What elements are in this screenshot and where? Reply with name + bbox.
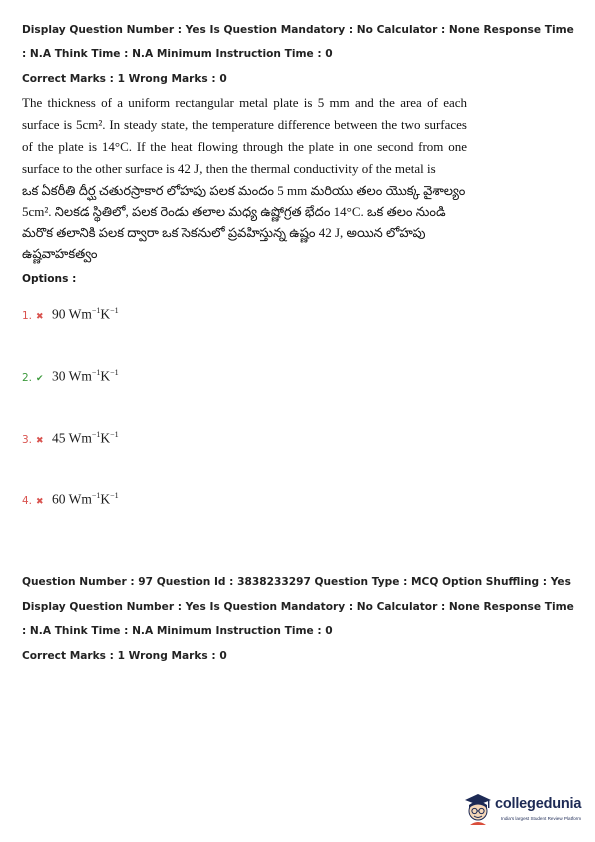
option-4[interactable] xyxy=(22,491,119,508)
option-value: 90 $Wm^{-1}K^{-1}$ xyxy=(52,306,119,322)
cross-icon: ✖ xyxy=(36,434,44,445)
options-heading: Options : xyxy=(22,273,77,285)
logo-tagline: India's largest Student Review Platform xyxy=(501,816,582,821)
next-meta-line-times: : N.A Think Time : N.A Minimum Instruction Time : 0 xyxy=(22,625,333,637)
option-number: 2. xyxy=(22,371,33,384)
question-text-english: The thickness of a uniform rectangular metal plate is 5 mm and the area of each surface is 5cm². In steady state, the temperature difference between the two surfaces of the plate is 14°C. If the heat flowing through the plate in one second from one surface to the other surface is 42 J, then the thermal conductivity of the metal is xyxy=(22,95,467,176)
option-3[interactable] xyxy=(22,430,119,447)
next-marks-line: Correct Marks : 1 Wrong Marks : 0 xyxy=(22,650,227,662)
cross-icon: ✖ xyxy=(36,310,44,321)
marks-line: Correct Marks : 1 Wrong Marks : 0 xyxy=(22,73,227,85)
next-question-id-line: Question Number : 97 Question Id : 3838233297 Question Type : MCQ Option Shuffling : Yes xyxy=(22,576,571,588)
option-value: 30 $Wm^{-1}K^{-1}$ xyxy=(52,368,119,384)
option-value: 60 $Wm^{-1}K^{-1}$ xyxy=(52,491,119,507)
cross-icon: ✖ xyxy=(36,495,44,506)
check-icon: ✔ xyxy=(36,372,44,383)
collegedunia-logo xyxy=(463,790,593,830)
logo-wordmark: collegedunia xyxy=(495,796,582,812)
meta-line-display: Display Question Number : Yes Is Question Mandatory : No Calculator : None Response Time xyxy=(22,24,574,36)
question-body xyxy=(22,92,467,264)
option-number: 3. xyxy=(22,433,33,446)
option-number: 4. xyxy=(22,494,33,507)
option-2[interactable] xyxy=(22,368,119,385)
option-1[interactable] xyxy=(22,306,119,323)
next-meta-line-display: Display Question Number : Yes Is Question Mandatory : No Calculator : None Response Time xyxy=(22,601,574,613)
option-number: 1. xyxy=(22,309,33,322)
question-text-telugu: ఒక ఏకరీతి దీర్ఘ చతురస్రాకార లోహపు పలక మందం 5 mm మరియు తలం యొక్క వైశాల్యం 5cm². నిలకడ స్థితిలో, పలక రెండు తలాల మధ్య ఉష్ణోగ్రత భేదం 14°C. ఒక తలం నుండి మరొక తలానికి పలక ద్వారా ఒక సెకనులో ప్రవహిస్తున్న ఉష్ణం 42 J, అయిన లోహపు ఉష్ణవాహకత్వం xyxy=(22,183,466,261)
graduate-mascot-icon xyxy=(463,792,493,826)
option-value: 45 $Wm^{-1}K^{-1}$ xyxy=(52,430,119,446)
meta-line-times: : N.A Think Time : N.A Minimum Instruction Time : 0 xyxy=(22,48,333,60)
